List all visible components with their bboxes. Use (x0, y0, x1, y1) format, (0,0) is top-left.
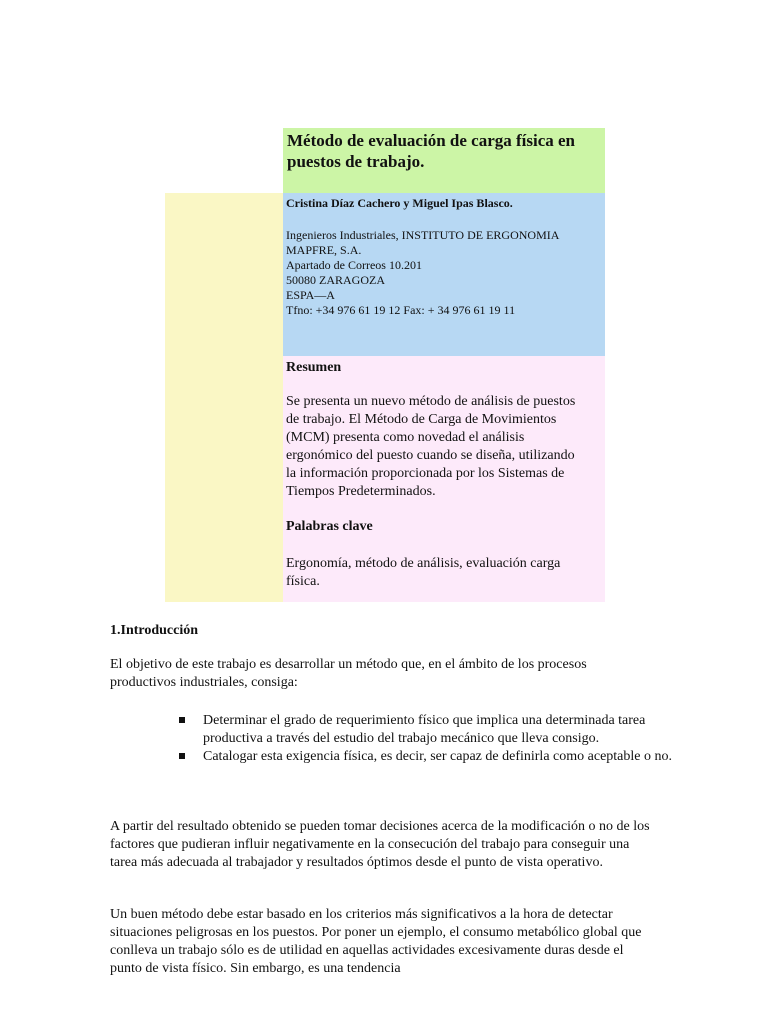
affiliation (286, 228, 602, 318)
keywords-text: Ergonomía, método de análisis, evaluación carga física. (286, 556, 561, 589)
side-column (165, 193, 283, 602)
list-item-text: Catalogar esta exigencia física, es decir, ser capaz de definirla como aceptable o no. (203, 749, 672, 764)
bullet-icon (179, 717, 185, 723)
affiliation-line: Ingenieros Industriales, INSTITUTO DE ERGONOMIA MAPFRE, S.A. (286, 228, 559, 257)
affiliation-line: ESPA—A (286, 288, 335, 302)
section-heading: 1.Introducción (110, 623, 199, 638)
affiliation-line: Apartado de Correos 10.201 (286, 258, 422, 272)
bullet-list (203, 712, 673, 766)
affiliation-line: Tfno: +34 976 61 19 12 Fax: + 34 976 61 19 11 (286, 303, 516, 317)
list-item-text: Determinar el grado de requerimiento físico que implica una determinada tarea productiva a través del estudio del trabajo mecánico que lleva consigo. (203, 713, 646, 746)
intro-paragraph: El objetivo de este trabajo es desarrollar un método que, en el ámbito de los procesos productivos industriales, consiga: (110, 657, 587, 690)
bullet-icon (179, 753, 185, 759)
document-title: Método de evaluación de carga física en puestos de trabajo. (287, 131, 576, 171)
keywords-heading: Palabras clave (286, 519, 373, 534)
body-paragraph: Un buen método debe estar basado en los criterios más significativos a la hora de detectar situaciones peligrosas en los puestos. Por poner un ejemplo, el consumo metabólico global que conlleva un trabajo sólo es de utilidad en aquellas actividades excesivamente duras desde el punto de vista físico. Sin embargo, es una tendencia (110, 907, 642, 976)
body-paragraph: A partir del resultado obtenido se pueden tomar decisiones acerca de la modificación o no de los factores que pudieran influir negativamente en la consecución del trabajo para conseguir una tarea más adecuada al trabajador y resultados óptimos desde el punto de vista operativo. (110, 819, 650, 870)
abstract-text: Se presenta un nuevo método de análisis de puestos de trabajo. El Método de Carga de Movimientos (MCM) presenta como novedad el análisis ergonómico del puesto cuando se diseña, utilizando la información proporcionada por los Sistemas de Tiempos Predeterminados. (286, 394, 576, 499)
affiliation-line: 50080 ZARAGOZA (286, 273, 385, 287)
list-item (203, 748, 673, 766)
abstract-heading: Resumen (286, 360, 342, 375)
authors: Cristina Díaz Cachero y Miguel Ipas Blasco. (286, 196, 513, 210)
list-item (203, 712, 673, 748)
